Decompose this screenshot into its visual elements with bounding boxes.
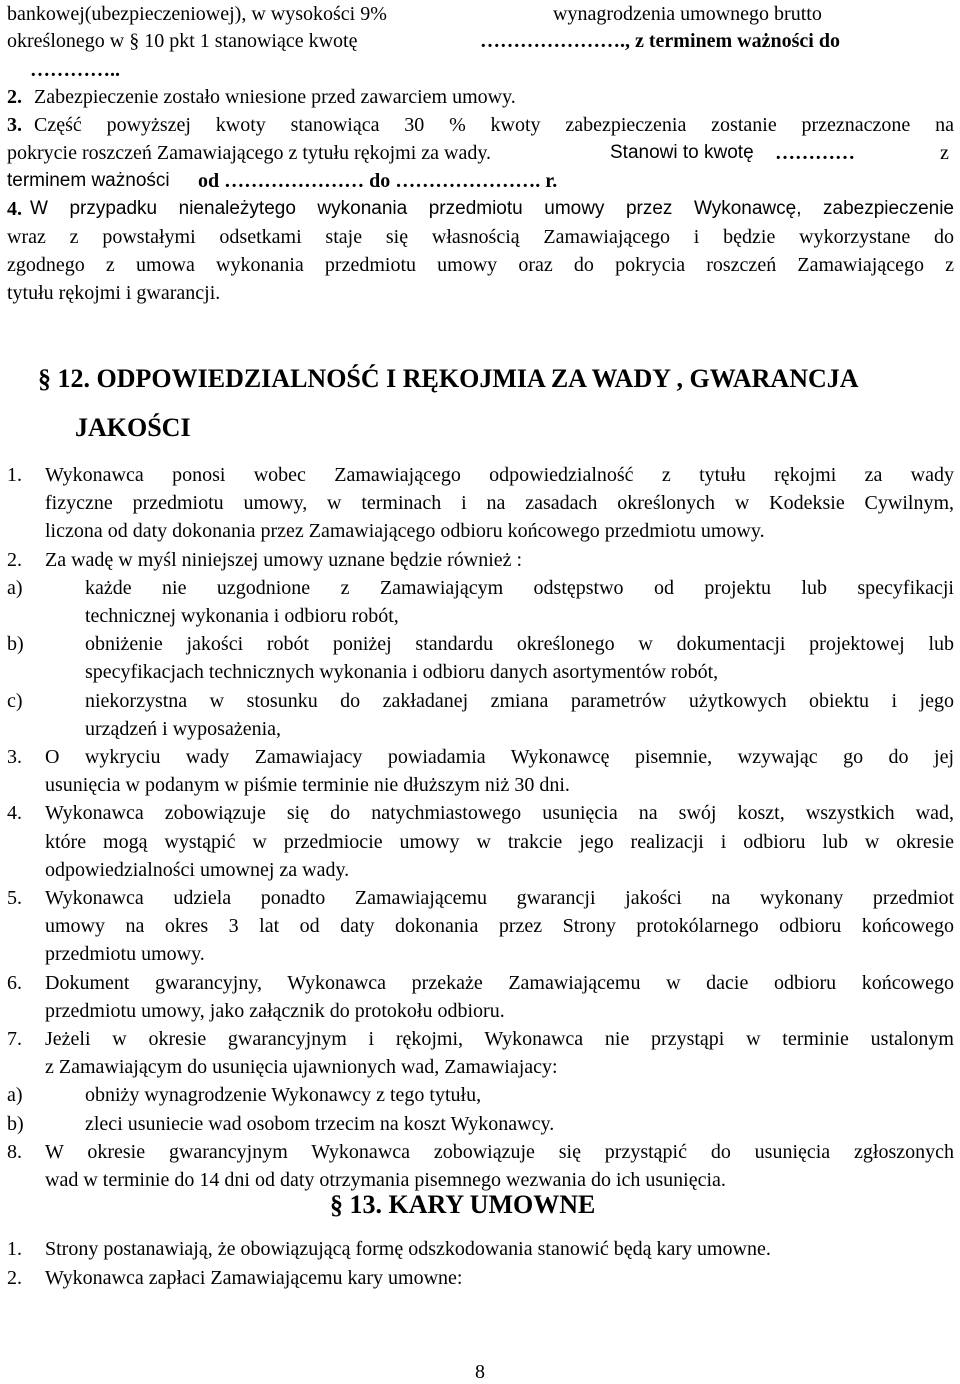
item-text: niekorzystna w stosunku do zakładanej zmiana parametrów użytkowych obiektu i jego	[85, 689, 954, 712]
item-text: Strony postanawiają, że obowiązującą formę odszkodowania stanowić będą kary umowne.	[45, 1238, 771, 1260]
item-number: a)	[7, 576, 23, 599]
page-number: 8	[475, 1361, 485, 1383]
item-number: a)	[7, 1084, 23, 1107]
list-line	[0, 743, 960, 771]
text-fragment: określonego w § 10 pkt 1 stanowiące kwotę	[7, 30, 358, 52]
item-text: specyfikacjach technicznych wykonania i odbioru danych asortymentów robót,	[85, 661, 719, 684]
text-fragment: bankowej(ubezpieczeniowej), w wysokości 9%	[7, 3, 387, 25]
list-line	[0, 658, 960, 686]
item-number: 2.	[7, 548, 22, 571]
list-line	[0, 489, 960, 517]
text-fragment: …………..	[30, 59, 120, 81]
item-number: 1.	[7, 464, 22, 486]
item-number: b)	[7, 1112, 24, 1135]
item-text: Wykonawca udziela ponadto Zamawiającemu gwarancji jakości na wykonany przedmiot	[45, 887, 954, 909]
item-text: odpowiedzialności umownej za wady.	[45, 858, 350, 881]
text-fragment: …………………., z terminem ważności do	[480, 30, 840, 52]
list-line	[0, 1264, 960, 1292]
item-number: 2.	[7, 86, 22, 108]
item-text: Dokument gwarancyjny, Wykonawca przekaże Zamawiającemu w dacie odbioru końcowego	[45, 971, 954, 994]
text-line	[0, 0, 960, 28]
list-line	[0, 630, 960, 658]
section-heading: § 13. KARY UMOWNE	[330, 1190, 596, 1219]
item-number: 4.	[7, 802, 22, 825]
list-line	[0, 461, 960, 489]
list-line	[0, 771, 960, 799]
list-line	[0, 1138, 960, 1166]
text-fragment: Stanowi to kwotę	[610, 142, 754, 163]
item-text: W okresie gwarancyjnym Wykonawca zobowiązuje się przystąpić do usunięcia zgłoszonych	[45, 1140, 954, 1163]
item-number: 8.	[7, 1140, 22, 1163]
item-number: c)	[7, 689, 23, 712]
item-text: przedmiotu umowy, jako załącznik do protokołu odbioru.	[45, 999, 505, 1022]
list-line	[0, 912, 960, 940]
item-text: tytułu rękojmi i gwarancji.	[7, 282, 221, 304]
item-text: Za wadę w myśl niniejszej umowy uznane będzie również :	[45, 548, 523, 571]
item-text: obniżenie jakości robót poniżej standardu określonego w dokumentacji projektowej lub	[85, 633, 954, 656]
list-line	[0, 1053, 960, 1081]
list-line	[0, 517, 960, 545]
item-text: fizyczne przedmiotu umowy, w terminach i na zasadach określonych w Kodeksie Cywilnym,	[45, 492, 954, 515]
list-line	[0, 997, 960, 1025]
text-line	[0, 279, 960, 307]
text-line	[0, 223, 960, 251]
item-text: umowy na okres 3 lat od daty dokonania przez Strony protokólarnego odbioru końcowego	[45, 915, 954, 938]
text-fragment: …………	[775, 142, 855, 164]
text-fragment: pokrycie roszczeń Zamawiającego z tytułu rękojmi za wady.	[7, 142, 492, 164]
item-text: Część powyższej kwoty stanowiąca 30 % kwoty zabezpieczenia zostanie przeznaczone na	[34, 114, 954, 136]
section-heading: § 12. ODPOWIEDZIALNOŚĆ I RĘKOJMIA ZA WADY , GWARANCJA	[38, 364, 859, 393]
list-line	[0, 1110, 960, 1138]
item-text: zgodnego z umowa wykonania przedmiotu umowy oraz do pokrycia roszczeń Zamawiającego z	[7, 254, 954, 276]
list-line	[0, 1235, 960, 1263]
text-fragment: od ………………… do …………………. r.	[198, 170, 558, 192]
item-text: przedmiotu umowy.	[45, 943, 205, 966]
item-text: Wykonawca ponosi wobec Zamawiającego odpowiedzialność z tytułu rękojmi za wady	[45, 464, 954, 486]
item-text: każde nie uzgodnione z Zamawiającym odstępstwo od projektu lub specyfikacji	[85, 576, 954, 599]
text-fragment: wynagrodzenia umownego brutto	[553, 3, 822, 25]
list-line	[0, 884, 960, 912]
item-text: Wykonawca zobowiązuje się do natychmiastowego usunięcia na swój koszt, wszystkich wad,	[45, 802, 954, 825]
item-text: Jeżeli w okresie gwarancyjnym i rękojmi, Wykonawca nie przystąpi w terminie ustalonym	[45, 1028, 954, 1050]
list-item	[0, 83, 960, 111]
list-line	[0, 574, 960, 602]
item-number: 3.	[7, 114, 22, 136]
item-number: b)	[7, 633, 24, 656]
list-line	[0, 940, 960, 968]
list-line	[0, 602, 960, 630]
text-line	[0, 27, 960, 55]
item-number: 5.	[7, 887, 22, 909]
item-text: Zabezpieczenie zostało wniesione przed zawarciem umowy.	[34, 86, 516, 108]
item-number: 4.	[7, 198, 22, 220]
list-line	[0, 969, 960, 997]
list-line	[0, 687, 960, 715]
item-text: wad w terminie do 14 dni od daty otrzymania pisemnego wezwania do ich usunięcia.	[45, 1169, 726, 1191]
text-line	[0, 139, 960, 167]
item-text: zleci usuniecie wad osobom trzecim na koszt Wykonawcy.	[85, 1112, 555, 1135]
list-item	[0, 111, 960, 139]
item-text: usunięcia w podanym w piśmie terminie nie dłuższym niż 30 dni.	[45, 774, 570, 797]
item-text: obniży wynagrodzenie Wykonawcy z tego tytułu,	[85, 1084, 482, 1107]
item-text: z Zamawiającym do usunięcia ujawnionych wad, Zamawiajacy:	[45, 1056, 558, 1079]
item-number: 7.	[7, 1028, 22, 1050]
item-text: O wykryciu wady Zamawiajacy powiadamia Wykonawcę pisemnie, wzywając go do jej	[45, 746, 954, 768]
text-line	[0, 251, 960, 279]
section-heading-continuation: JAKOŚCI	[75, 413, 191, 442]
list-line	[0, 1025, 960, 1053]
list-line	[0, 715, 960, 743]
text-fragment: z	[940, 142, 949, 164]
item-text: technicznej wykonania i odbioru robót,	[85, 605, 399, 627]
item-text: urządzeń i wyposażenia,	[85, 717, 282, 740]
list-line	[0, 828, 960, 856]
item-number: 1.	[7, 1238, 22, 1260]
item-number: 3.	[7, 746, 22, 768]
item-text: liczona od daty dokonania przez Zamawiającego odbioru końcowego przedmiotu umowy.	[45, 520, 765, 543]
text-line	[0, 56, 960, 84]
list-line	[0, 856, 960, 884]
text-fragment: terminem ważności	[7, 170, 170, 191]
list-line	[0, 799, 960, 827]
item-text: wraz z powstałymi odsetkami staje się własnością Zamawiającego i będzie wykorzystane do	[7, 226, 954, 248]
item-number: 2.	[7, 1267, 22, 1289]
item-text: Wykonawca zapłaci Zamawiającemu kary umowne:	[45, 1267, 463, 1289]
text-line	[0, 167, 960, 195]
item-number: 6.	[7, 971, 22, 994]
list-line	[0, 1081, 960, 1109]
list-item	[0, 195, 960, 223]
item-text: W przypadku nienależytego wykonania przedmiotu umowy przez Wykonawcę, zabezpieczenie	[30, 198, 954, 219]
list-line	[0, 546, 960, 574]
item-text: które mogą wystąpić w przedmiocie umowy w trakcie jego realizacji i odbioru lub w okresie	[45, 830, 954, 853]
